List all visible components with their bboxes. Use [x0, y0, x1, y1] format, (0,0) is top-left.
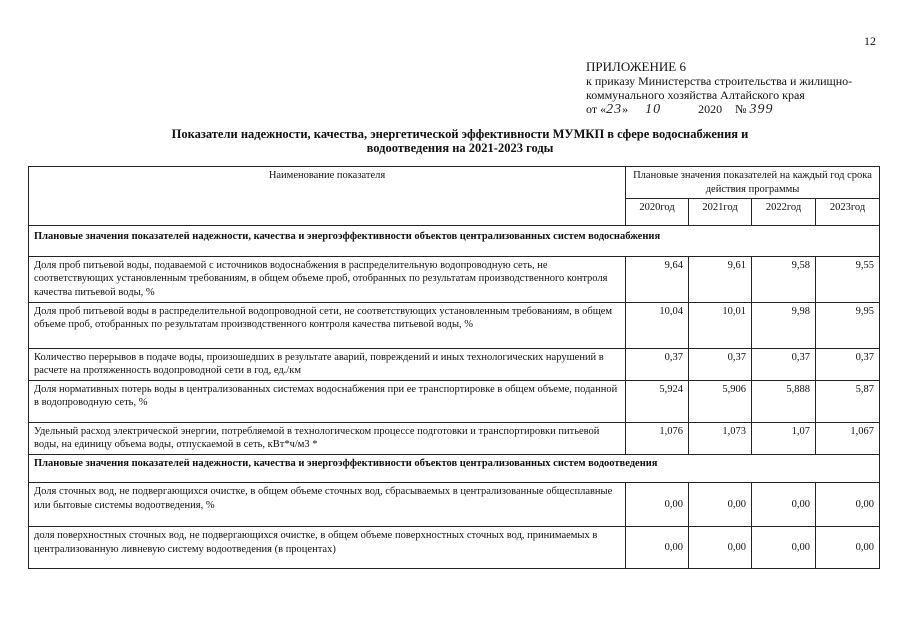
value-cell: 0,37: [689, 348, 752, 380]
value-cell: 5,87: [816, 380, 880, 422]
section-row: [29, 454, 880, 483]
appendix-line-2: коммунального хозяйства Алтайского края: [586, 88, 805, 102]
value-cell: 0,00: [689, 527, 752, 569]
value-cell: 0,37: [816, 348, 880, 380]
table-row: [29, 348, 880, 380]
value-cell: 0,00: [626, 527, 689, 569]
section-row: [29, 226, 880, 257]
table-row: [29, 527, 880, 569]
appendix-header: [586, 60, 852, 117]
table-row: [29, 422, 880, 454]
section-sanitation: Плановые значения показателей надежности, качества и энергоэффективности объектов централизованных систем водоотведения: [29, 454, 880, 483]
value-cell: 10,04: [626, 302, 689, 348]
date-close: »: [622, 102, 629, 116]
date-month: 10: [645, 102, 662, 117]
document-title-line-2: водоотведения на 2021-2023 годы: [366, 141, 554, 155]
appendix-line-1: к приказу Министерства строительства и жилищно-: [586, 74, 853, 88]
header-indicator-name: Наименование показателя: [29, 167, 626, 226]
value-cell: 0,00: [626, 483, 689, 527]
table-header-row: [29, 167, 880, 199]
indicator-name: Доля проб питьевой воды в распределительной водопроводной сети, не соответствующих установленным требованиям, в общем объеме проб, отобранных по результатам производственного контроля качества питьевой воды, %: [29, 302, 626, 348]
indicator-name: Доля проб питьевой воды, подаваемой с источников водоснабжения в распределительную водопроводную сеть, не соответствующих установленным требованиям, в общем объеме проб, отобранных по результатам производственного контроля качества питьевой воды, %: [29, 256, 626, 302]
value-cell: 9,55: [816, 256, 880, 302]
table-row: [29, 380, 880, 422]
value-cell: 9,64: [626, 256, 689, 302]
indicator-name: Удельный расход электрической энергии, потребляемой в технологическом процессе подготовки и транспортировки питьевой воды, на единицу объема воды, отпускаемой в сеть, кВт*ч/м3 *: [29, 422, 626, 454]
header-year: 2020год: [626, 199, 689, 226]
indicator-name: Количество перерывов в подаче воды, произошедших в результате аварий, повреждений и иных технологических нарушений в расчете на протяженность водопроводной сети в год, ед./км: [29, 348, 626, 380]
header-year: 2021год: [689, 199, 752, 226]
header-year: 2022год: [752, 199, 816, 226]
value-cell: 5,924: [626, 380, 689, 422]
value-cell: 0,00: [752, 527, 816, 569]
value-cell: 9,95: [816, 302, 880, 348]
value-cell: 9,98: [752, 302, 816, 348]
value-cell: 0,37: [752, 348, 816, 380]
value-cell: 9,58: [752, 256, 816, 302]
number-label: №: [735, 102, 747, 116]
value-cell: 5,888: [752, 380, 816, 422]
document-title-line-1: Показатели надежности, качества, энергетической эффективности МУМКП в сфере водоснабжения и: [171, 127, 749, 141]
table-row: [29, 483, 880, 527]
indicator-name: Доля сточных вод, не подвергающихся очистке, в общем объеме сточных вод, сбрасываемых в централизованные общесплавные или бытовые системы водоотведения, %: [29, 483, 626, 527]
indicator-name: Доля нормативных потерь воды в централизованных системах водоснабжения при ее транспортировке в общем объеме, поданной в водопроводную сеть, %: [29, 380, 626, 422]
document-title: [110, 127, 810, 155]
table-row: [29, 256, 880, 302]
date-day: 23: [606, 102, 623, 117]
date-year: 2020: [698, 102, 723, 116]
value-cell: 0,00: [816, 527, 880, 569]
section-water-supply: Плановые значения показателей надежности, качества и энергоэффективности объектов централизованных систем водоснабжения: [29, 226, 880, 257]
header-year: 2023год: [816, 199, 880, 226]
appendix-date-line: [586, 102, 852, 117]
appendix-title: ПРИЛОЖЕНИЕ 6: [586, 59, 686, 74]
value-cell: 9,61: [689, 256, 752, 302]
value-cell: 10,01: [689, 302, 752, 348]
indicator-name: доля поверхностных сточных вод, не подвергающихся очистке, в общем объеме поверхностных сточных вод, принимаемых в централизованную ливневую систему водоотведения (в процентах): [29, 527, 626, 569]
value-cell: 5,906: [689, 380, 752, 422]
value-cell: 0,00: [816, 483, 880, 527]
value-cell: 1,073: [689, 422, 752, 454]
value-cell: 0,00: [752, 483, 816, 527]
page-number: 12: [864, 34, 876, 48]
value-cell: 1,067: [816, 422, 880, 454]
value-cell: 1,076: [626, 422, 689, 454]
date-prefix: от «: [586, 102, 607, 116]
value-cell: 0,37: [626, 348, 689, 380]
indicators-table: [28, 166, 880, 569]
order-number: 399: [749, 102, 774, 117]
value-cell: 0,00: [689, 483, 752, 527]
value-cell: 1,07: [752, 422, 816, 454]
header-plan-values: Плановые значения показателей на каждый год срока действия программы: [626, 167, 880, 199]
table-row: [29, 302, 880, 348]
